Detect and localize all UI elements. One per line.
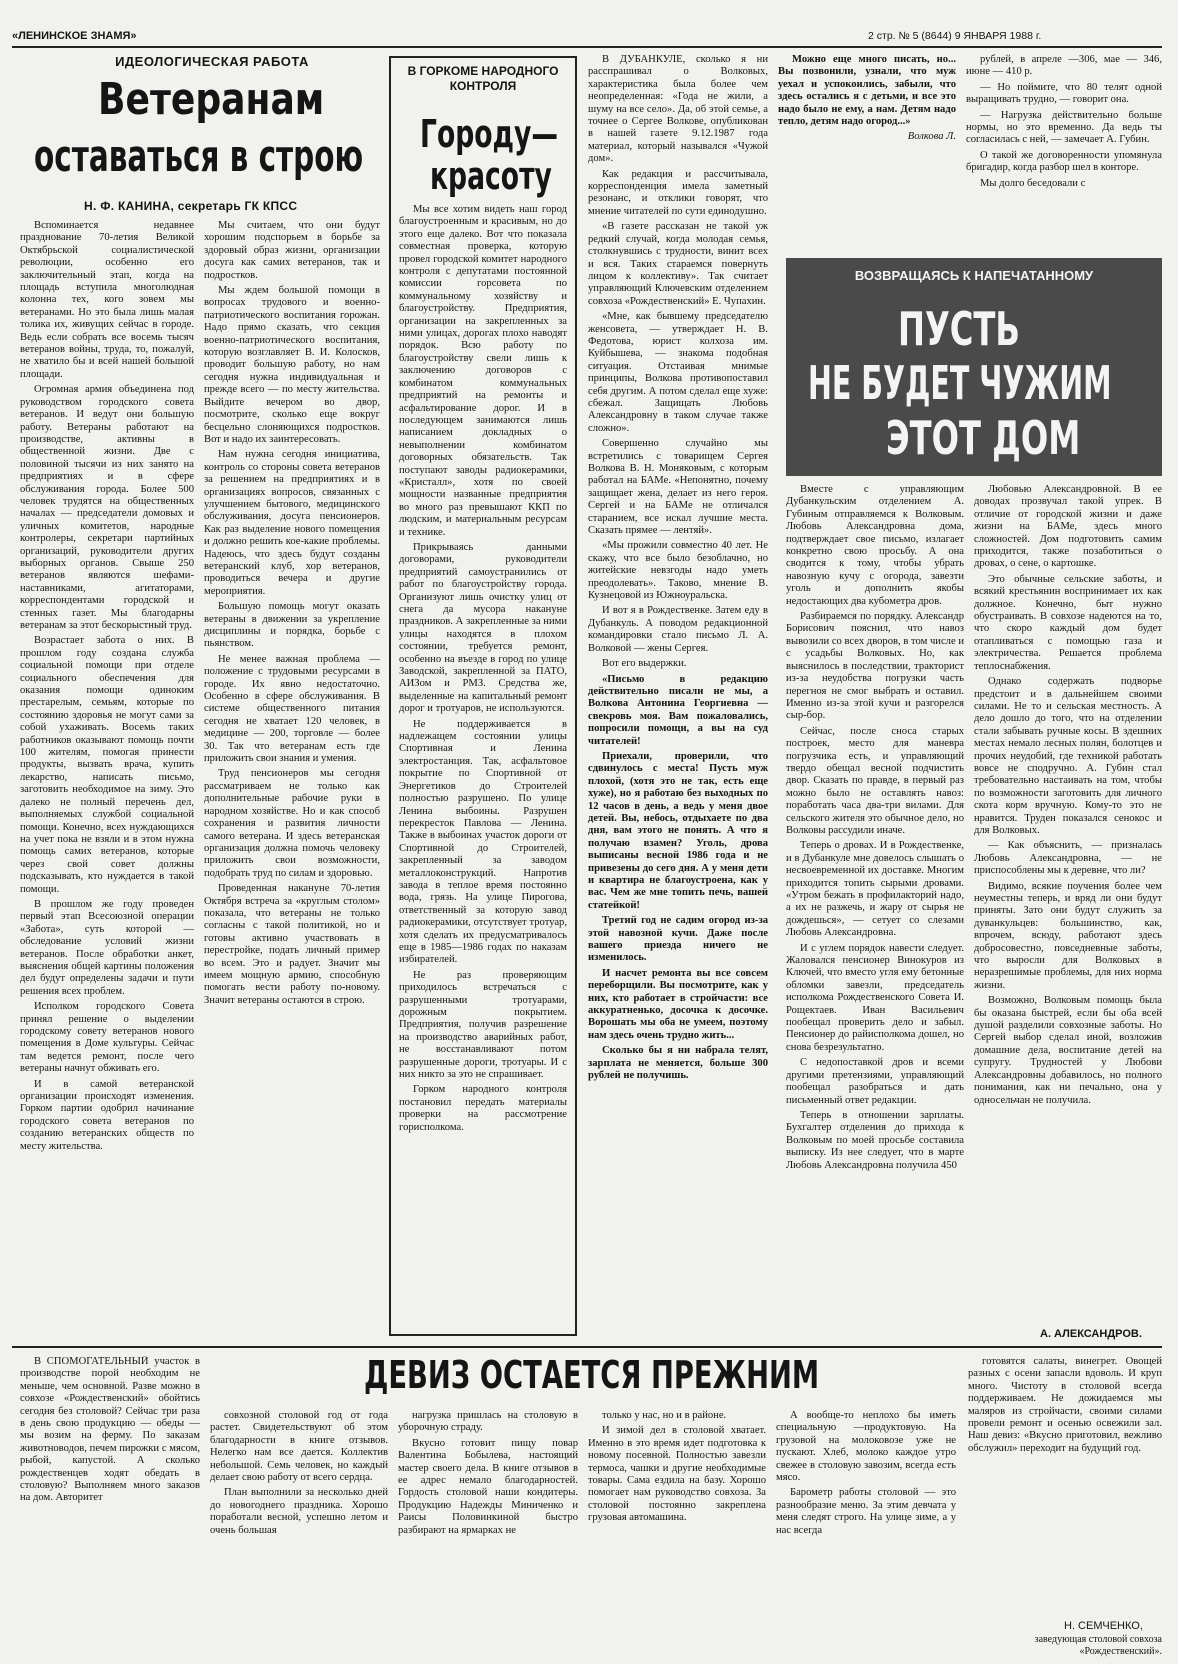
paragraph: Не раз проверяющим приходилось встречаться с разрушенными тротуарами, дорожным покрытием. Предприятия, получив разрешение на производство аварийных работ, не восстанавливают потом разрушенные дороги, тротуары. И с них никто за это не спрашивает. (399, 969, 567, 1081)
duban-column-2-top (778, 54, 956, 250)
paragraph: Это обычные сельские заботы, и всякий крестьянин воспринимает их как должное. Конечно, быт нужно обустраивать. В совхозе надеются на то, что скоро каждый дом будет отапливаться с помощью газа и электричества. Решается проблема теплоснабжения. (974, 573, 1162, 672)
paragraph: Барометр работы столовой — это разнообразие меню. За этим девчата у меня следят строго. На улице зиме, а у нас всегда (776, 1487, 956, 1536)
paragraph: Сколько бы я ни набрала телят, зарплата не меняется, больше 300 рублей не получишь. (588, 1045, 768, 1082)
duban-box-title-line2-wrap (786, 356, 1162, 410)
paragraph: Можно еще много писать, но... Вы позвонили, узнали, что муж уехал и успокоились, забыли, что здесь остались я с детьми, и все это надо было не ему, а нам. Детям надо тепло, детям надо огород...» (778, 54, 956, 128)
control-title-line1-wrap (392, 112, 574, 156)
paragraph: Как редакция и рассчитывала, корреспонденция имела заметный резонанс, и отклики говорят, что мнение читателей по сути единодушно. (588, 168, 768, 217)
paragraph: Вот его выдержки. (602, 658, 687, 670)
paragraph: совхозной столовой год от года растет. Свидетельствуют об этом благодарности в книге отзывов. Нелегко нам все дается. Коллектив небольшой. Семь человек, но каждый делает свою работу от всего сердца. (210, 1410, 388, 1484)
control-title-line1: Городу— (420, 112, 558, 156)
paragraph: Вместе с управляющим Дубанкульским отделением А. Губиным отправляемся к Волковым. Любовь Александровна дома, подтверждает свое письмо, излагает конкретно свою просьбу. А она сводится к тому, чтобы убрать навозную кучу с огорода, завезти уголь и дополнить якобы недостающих два кубометра дров. (786, 484, 964, 607)
veterans-title-line2-wrap (20, 130, 390, 190)
motto-column-2 (210, 1410, 388, 1656)
paragraph: Вкусно готовит пищу повар Валентина Бобылева, настоящий мастер своего дела. В книге отзывов в ее адрес немало благодарностей. Гордость столовой наши кондитеры. Продукцию Надежды Миниченко и Раисы Половинкиной быстро разбирают на ярмарках не (398, 1437, 578, 1536)
motto-column-5 (776, 1410, 956, 1656)
paragraph: Огромная армия объединена под руководством городского совета ветеранов. И ведут они большую работу. Ветераны работают на производстве, активны в общественной жизни. Две с половиной тысячи из них занято на предприятиях и в сфере обслуживания города. Более 500 человек трудятся на общественных началах — председатели домовых и уличных комитетов, народные контролеры, секретари партийных организаций, руководители других выборных органов. Свыше 250 ветеранов являются шефами-наставниками, агитаторами, корреспондентами городской и стенных газет. Мы благодарны ветеранам за этот бескорыстный труд. (20, 384, 194, 631)
duban-headline-box (786, 258, 1162, 476)
duban-box-title-line1: ПУСТЬ (898, 302, 1020, 356)
duban-box-kicker: ВОЗВРАЩАЯСЬ К НАПЕЧАТАННОМУ (854, 268, 1094, 283)
paragraph: В СПОМОГАТЕЛЬНЫЙ участок в производстве порой необходим не меньше, чем основной. Разве можно в совхозе «Рождественский» обойтись сегодня без столовой? Сейчас три раза в день свою продукцию — обеды — мы возим на ферму. По заказам животноводов, печем пирожки с мясом, рыбой, капустой. А сколько рождественцев ходят обедать в столовую? Выполняем много заказов на дом. Авторитет (20, 1356, 200, 1504)
duban-signature: А. АЛЕКСАНДРОВ. (1040, 1328, 1142, 1340)
paragraph: Разбираемся по порядку. Александр Борисович пояснил, что навоз вывозили со всех дворов, в том числе и с усадьбы Волковых. Но, как выяснилось в последствии, тракторист из-за неудобства погрузки часть перегноя не смог выбрать и оставил. Именно из-за этой кучи и разгорелся сыр-бор. (786, 611, 964, 722)
paragraph: нагрузка пришлась на столовую в уборочную страду. (398, 1410, 578, 1434)
motto-signature-role: заведующая столовой совхоза «Рождественский». (1034, 1634, 1162, 1657)
paragraph: рублей, в апреле —306, мае — 346, июне — 410 р. (966, 54, 1162, 78)
paragraph: Вспоминается недавнее празднование 70-летия Великой Октябрьской социалистической революции, особенно его заключительный этап, когда на площадь вступила многолюдная колонна тех, кого зовем мы ветеранами. Но это была лишь малая толика их, живущих сейчас в городе. Ведь если собрать все восемь тысяч ветеранов войны, труда, то, пожалуй, не хватило бы и всей нашей большой площади. (20, 220, 194, 380)
veterans-title-line1-wrap (20, 74, 390, 130)
paragraph: Мы все хотим видеть наш город благоустроенным и красивым, но до этого еще далеко. Вот что показала совместная проверка, которую провел городской комитет народного контроля с депутатами постоянной комиссии горсовета по коммунальному хозяйству и благоустройству. Предприятия, организации на закрепленных за ними улицах, дорогах плохо наводят порядок. Всю работу по благоустройству свели лишь к заключению договоров с комбинатом коммунальных предприятий на ремонты и асфальтирование дорог. И в последующем занимаются лишь написанием докладных о невыполнении комбинатом договорных обязательств. Так поступают заводы радиокерамики, «Кристалл», хотя по своей мощности названные предприятия во много раз превышают ККП по людским, и материальным ресурсам и технике. (399, 204, 567, 538)
paragraph: Труд пенсионеров мы сегодня рассматриваем не только как дополнительные рабочие руки в народном хозяйстве. Но и как способ сохранения и развития личности самого ветерана. И здесь ветеранская организация должна помочь человеку приложить свои возможности, подобрать труд по силам и здоровью. (204, 768, 380, 879)
motto-column-1 (20, 1356, 200, 1656)
paragraph: Нам нужна сегодня инициатива, контроль со стороны совета ветеранов за решением на предприятиях и в организациях вопросов, связанных с улучшением бытового, медицинского обслуживания, досуга пенсионеров. Как раз выделение нового помещения и должно решить кое-какие проблемы. Надеюсь, что здесь будут созданы ветеранский клуб, хор ветеранов, проводиться вечера и другие мероприятия. (204, 449, 380, 597)
paragraph: Большую помощь могут оказать ветераны в движении за укрепление дисциплины и порядка, борьбе с пьянством. (204, 601, 380, 650)
veterans-byline: Н. Ф. КАНИНА, секретарь ГК КПСС (84, 199, 298, 213)
paragraph: Однако содержать подворье предстоит и в дальнейшем своими силами. Не то и сельская местность. А дело дошло до того, что на отделении стали забывать ручные косы. В здешних местах немало лесных полян, болотцев и прочих неудобий, где техникой работать вовсе не сподручно. А. Губин стал требовательно настаивать на том, чтобы по возможности заготовить для личного скота корм вручную. Кому-то это не нравится. Труден показался сенокос и для Волковых. (974, 676, 1162, 836)
paragraph: И с углем порядок навести следует. Жаловался пенсионер Винокуров из Ключей, что вместо угля ему бетонные обломки завезли, председатель исполкома Рождественского Совета И. Рощектаев. Иван Васильевич пообещал проверить дело и забыл. Пенсионер до райисполкома дошел, но снова безрезультатно. (786, 942, 964, 1053)
paragraph: И вот я в Рождественке. Затем еду в Дубанкуль. А поводом редакционной командировки стало письмо Л. А. Волковой — жены Сергея. (588, 605, 768, 654)
paragraph: — Нагрузка действительно больше нормы, но это временно. Да ведь ты согласилась с ней, — замечает А. Губин. (966, 109, 1162, 146)
paragraph: В ДУБАНКУЛЕ, сколько я ни расспрашивал о Волковых, характеристика была более чем неопределенная: «Года не жили, а шуму на все село». Да, об этой семье, а точнее о Сергее Волкове, опубликован в нашей газете 9.12.1987 года материал, который назывался «Чужой дом». (588, 54, 768, 165)
paragraph: — Но поймите, что 80 телят одной выращивать трудно, — говорит она. (966, 81, 1162, 106)
duban-box-title-line2: НЕ БУДЕТ ЧУЖИМ (808, 356, 1112, 410)
paragraph: План выполнили за несколько дней до новогоднего праздника. Хорошо поработали весной, успешно летом и очень большая (210, 1487, 388, 1536)
duban-box-title-line1-wrap (786, 302, 1162, 356)
paragraph: И зимой дел в столовой хватает. Именно в это время идет подготовка к новому посевной. Полностью завезли термоса, чашки и другие необходимые товары. Сама ездила на базу. Хорошо помогает нам руководство совхоза. За столовой постоянно закреплена грузовая автомашина. (588, 1425, 766, 1524)
motto-column-4 (588, 1410, 766, 1656)
control-title-line2-wrap (392, 154, 574, 198)
paragraph: Возможно, Волковым помощь была бы оказана быстрей, если бы оба всей душой разделили совхозные заботы. Но Сергей выбор сделал иной, возложив домашние дела, воспитание детей на супругу. Трудностей у Любови Александровны добавилось, но полного понимания, как ни печально, она у односельчан не получила. (974, 995, 1162, 1106)
veterans-column-2 (204, 220, 380, 1348)
motto-column-6 (968, 1356, 1162, 1576)
paragraph: Приехали, проверили, что сдвинулось с места! Пусть муж плохой, (хотя это не так, есть еще хуже), но я работаю без выходных по 12 часов в день, а ведь у меня двое детей. Вы, небось, отдыхаете по два дня, вам этого не понять. А что я получаю взамен? Уголь, дрова выписаны весной 1986 года и не привезены до сего дня. А у меня дети и квартира не благоустроена, как у вас. Чем же мне топить печь, вашей статейкой! (588, 750, 768, 911)
duban-column-1 (588, 54, 768, 1348)
duban-column-2-bottom (786, 484, 964, 1348)
motto-title-wrap (300, 1352, 860, 1400)
paragraph: Теперь в отношении зарплаты. Бухгалтер отделения до прихода к Волковым по моей просьбе составила выписку. Из нее следует, что в марте Любовь Александровна получила 450 (786, 1109, 964, 1171)
paragraph: Возрастает забота о них. В прошлом году создана служба социальной помощи при отделе социального обеспечения для оказания помощи одиноким престарелым, семьям, которые по состоянию здоровья не могут сами за собой ухаживать. Восемь таких работников оказывают помощь почти 100 жителям, помогая принести продукты, вызвать врача, купить лекарство, написать письмо, заготовить необходимое на зиму. Это далеко не полный перечень дел, выполняемых службой социальной помощи. Конечно, всех нуждающихся на учет пока не взяли и в этом нужна помощь самих ветеранов, которые через свой совет должны подсказывать, кто нуждается в такой помощи. (20, 635, 194, 895)
paragraph: Мы ждем большой помощи в вопросах трудового и военно-патриотического воспитания горожан. Надо прямо сказать, что секция военно-патриотического воспитания, которую возглавляет В. И. Колосков, проводит большую работу, но нам сегодня нужна индивидуальная и прежде всего — по месту жительства. Выйдите вечером во двор, посмотрите, сколько еще вокруг бесцельно слоняющихся подростков. Вот и надо их заинтересовать. (204, 285, 380, 445)
motto-column-3 (398, 1410, 578, 1656)
paragraph: «Письмо в редакцию действительно писали не мы, а Волкова Антонина Георгиевна — свекровь моя. Вам пожаловались, попросили помощи, а вы на суд читателей! (588, 673, 768, 747)
paragraph: Видимо, всякие поучения более чем неуместны теперь, и вряд ли они будут приняты. Зато они будут служить за дуванкульцев: большинство, как, впрочем, всюду, работают здесь добросовестно, повседневные заботы, что выросли для Волковых в неразрешимые проблемы, для них норма жизни. (974, 880, 1162, 991)
motto-signature: Н. СЕМЧЕНКО, (1064, 1620, 1143, 1632)
paragraph: В прошлом же году проведен первый этап Всесоюзной операции «Забота», суть которой — обследование условий жизни ветеранов. После обработки анкет, выяснения общей картины положения дел будут определены задачи и пути решения всех проблем. (20, 898, 194, 997)
paragraph: Сейчас, после сноса старых построек, место для маневра погрузчика есть, и управляющий твердо обещал весной подчистить двор. Сказать по правде, в первый раз можно было не оставлять навоз: поработать часа два-три вилами. Для сельского жителя это обычное дело, но Волковы рассудили иначе. (786, 725, 964, 836)
control-title-line2: красоту (430, 154, 552, 198)
paragraph: И насчет ремонта вы все совсем переборщили. Вы посмотрите, как у них, кто работает в стройчасти: все аккуратненько, досочка к досочке. Ворошать мы оба не умеем, поэтому нам здесь очень трудно жить... (588, 967, 768, 1041)
veterans-column-1 (20, 220, 194, 1348)
paragraph: «Мне, как бывшему председателю женсовета, — утверждает Н. В. Федотова, юрист колхоза им. Куйбышева, — знакома подобная ситуация. Отстаивая мнимые принципы, Волкова противопоставил себя другим. А потом сделал еще хуже: сбежал. Защищать Любовь Александровну в таком случае также сложно». (588, 311, 768, 434)
paragraph: Мы долго беседовали с (980, 177, 1086, 189)
paragraph: Исполком городского Совета принял решение о выделении городскому совету ветеранов нового помещения в Доме культуры. Сейчас там ведется ремонт, после чего ветераны начнут обживать его. (20, 1001, 194, 1075)
paragraph: «В газете рассказан не такой уж редкий случай, когда молодая семья, столкнувшись с трудности, винит всех и вся. Таких стараемся повернуть лицом к коллективу». Так считает управляющий Ключевским отделением совхоза «Рождественский» Е. Чупахин. (588, 221, 768, 307)
veterans-title-line2: оставаться в строю (34, 131, 364, 182)
paragraph: Мы считаем, что они будут хорошим подспорьем в борьбе за здоровый образ жизни, организации досуга как самих ветеранов, так и подростков. (204, 220, 380, 281)
masthead-rule (12, 46, 1162, 48)
masthead-paper: «ЛЕНИНСКОЕ ЗНАМЯ» (12, 30, 137, 42)
signature-volkova: Волкова Л. (907, 131, 956, 143)
paragraph: А вообще-то неплохо бы иметь специальную —продуктовую. На грузовой на молоковозе уже не пускают. Хлеб, молоко каждое утро свежее в столовую завозим, всегда есть мясо. (776, 1410, 956, 1484)
veterans-title-line1: Ветеранам (98, 74, 325, 125)
masthead-issue: 2 стр. № 5 (8644) 9 ЯНВАРЯ 1988 г. (868, 30, 1042, 42)
duban-column-3-top (966, 54, 1162, 250)
duban-box-title-line3-wrap (786, 410, 1162, 466)
paragraph: Третий год не садим огород из-за этой навозной кучи. Даже после вашего приезда ничего не изменилось. (588, 915, 768, 964)
paragraph: готовятся салаты, винегрет. Овощей разных с осени запасли вдоволь. И круп много. Чистоту в столовой всегда поддерживаем. Не дожидаемся мы маляров из стройчасти, своими силами провели ремонт и осенью освежили зал. Наш девиз: «Вкусно приготовил, вежливо обслужил» переходит на будущий год. (968, 1356, 1162, 1454)
paragraph: — Как объяснить, — призналась Любовь Александровна, — не приспособлены мы к деревне, что ли? (974, 840, 1162, 877)
paragraph: И в самой ветеранской организации происходят изменения. Горком партии одобрил начинание городского совета ветеранов по созданию ветеранских обществ по месту жительства. (20, 1078, 194, 1152)
control-body (399, 204, 567, 1328)
control-kicker: В ГОРКОМЕ НАРОДНОГО КОНТРОЛЯ (407, 64, 559, 93)
paragraph: Проведенная накануне 70-летия Октября встреча за «круглым столом» показала, что ветераны не только согласны с такой политикой, но и готовы активно участвовать в перестройке, подать личный пример во всем. Это и радует. Значит мы имеем мощную армию, способную помогать вести работу по-новому. Значит ветераны остаются в строю. (204, 883, 380, 1006)
paragraph: только у нас, но и в районе. (602, 1410, 727, 1421)
veterans-rubric: ИДЕОЛОГИЧЕСКАЯ РАБОТА (115, 54, 309, 69)
paragraph: Теперь о дровах. И в Рождественке, и в Дубанкуле мне довелось слышать о несвоевременной их доставке. Многим приходится топить сырыми дровами. «Утром бежать в профилакторий надо, а их не разжечь, и жару от сырья не дождешься», — сетует со слезами Любовь Александровна. (786, 840, 964, 939)
paragraph: Не менее важная проблема — положение с трудовыми ресурсами в городе. Их явно недостаточно. Особенно в сфере обслуживания. В системе общественного питания сегодня не хватает 120 человек, в медицине — 200, торговле — более 30. Так что ветеранам есть где приложить свои знания и умения. (204, 653, 380, 765)
paragraph: О такой же договоренности упомянула бригадир, когда разбор шел в конторе. (966, 149, 1162, 174)
paragraph: Не поддерживается в надлежащем состоянии улицы Спортивная и Ленина электростанция. Так, асфальтовое покрытие по Спортивной от Энергетиков до Строителей полностью разрушено. По улице Ленина выбоины. Разрушен перекресток Павлова — Ленина. Также в выбоинах участок дороги от Спортивной до Строителей, закрепленный за заводом металлоконструкций. Напротив завода в теплое время постоянно вода, грязь. На улице Пирогова, ответственный за которую завод радиокерамики, отсутствует тротуар, хотя сделать их предусматривалось еще в 1985—1986 годах по наказам избирателей. (399, 718, 567, 966)
motto-title: ДЕВИЗ ОСТАЕТСЯ ПРЕЖНИМ (364, 1353, 820, 1397)
paragraph: Горком народного контроля постановил передать материалы проверки на рассмотрение горисполкома. (399, 1084, 567, 1133)
paragraph: Прикрываясь данными договорами, руководители предприятий самоустранились от работ по благоустройству города. Организуют лишь очистку улиц от снега да мусора накануне праздников. А закрепленные за ними улицы находятся в плохом состоянии, требуется ремонт, особенно на въезде в город по улице Заводской, закрепленной за ПАТО, АИЗом и РМЗ. Средства же, выделенные на капитальный ремонт дорог и тротуаров, не используются. (399, 541, 567, 715)
paragraph: С недопоставкой дров и всеми другими претензиями, управляющий пообещал разобраться и дать письменный ответ редакции. (786, 1057, 964, 1106)
duban-box-title-line3: ЭТОТ ДОМ (886, 411, 1081, 465)
motto-top-rule (12, 1346, 1162, 1348)
paragraph: «Мы прожили совместно 40 лет. Не скажу, что все было безоблачно, но житейские невзгоды надо уметь преодолевать». Таково, мнение В. Кузнецовой из Южноуральска. (588, 540, 768, 602)
paragraph: Совершенно случайно мы встретились с товарищем Сергея Волкова В. Н. Моняковым, с которым работал на БАМе. «Непонятно, почему защищает жена, делает из него героя. Сергей и на БАМе не отличался старанием, все искал лучшие места. Сказать прямее — лентяй». (588, 438, 768, 537)
duban-column-3-bottom (974, 484, 1162, 1324)
paragraph: Любовью Александровной. В ее доводах прозвучал такой упрек. В отличие от городской жизни и даже жизни на БАМе, здесь много сложностей. Дом подготовить самим приходится, также позаботиться о дровах, о сене, о картошке. (974, 484, 1162, 570)
